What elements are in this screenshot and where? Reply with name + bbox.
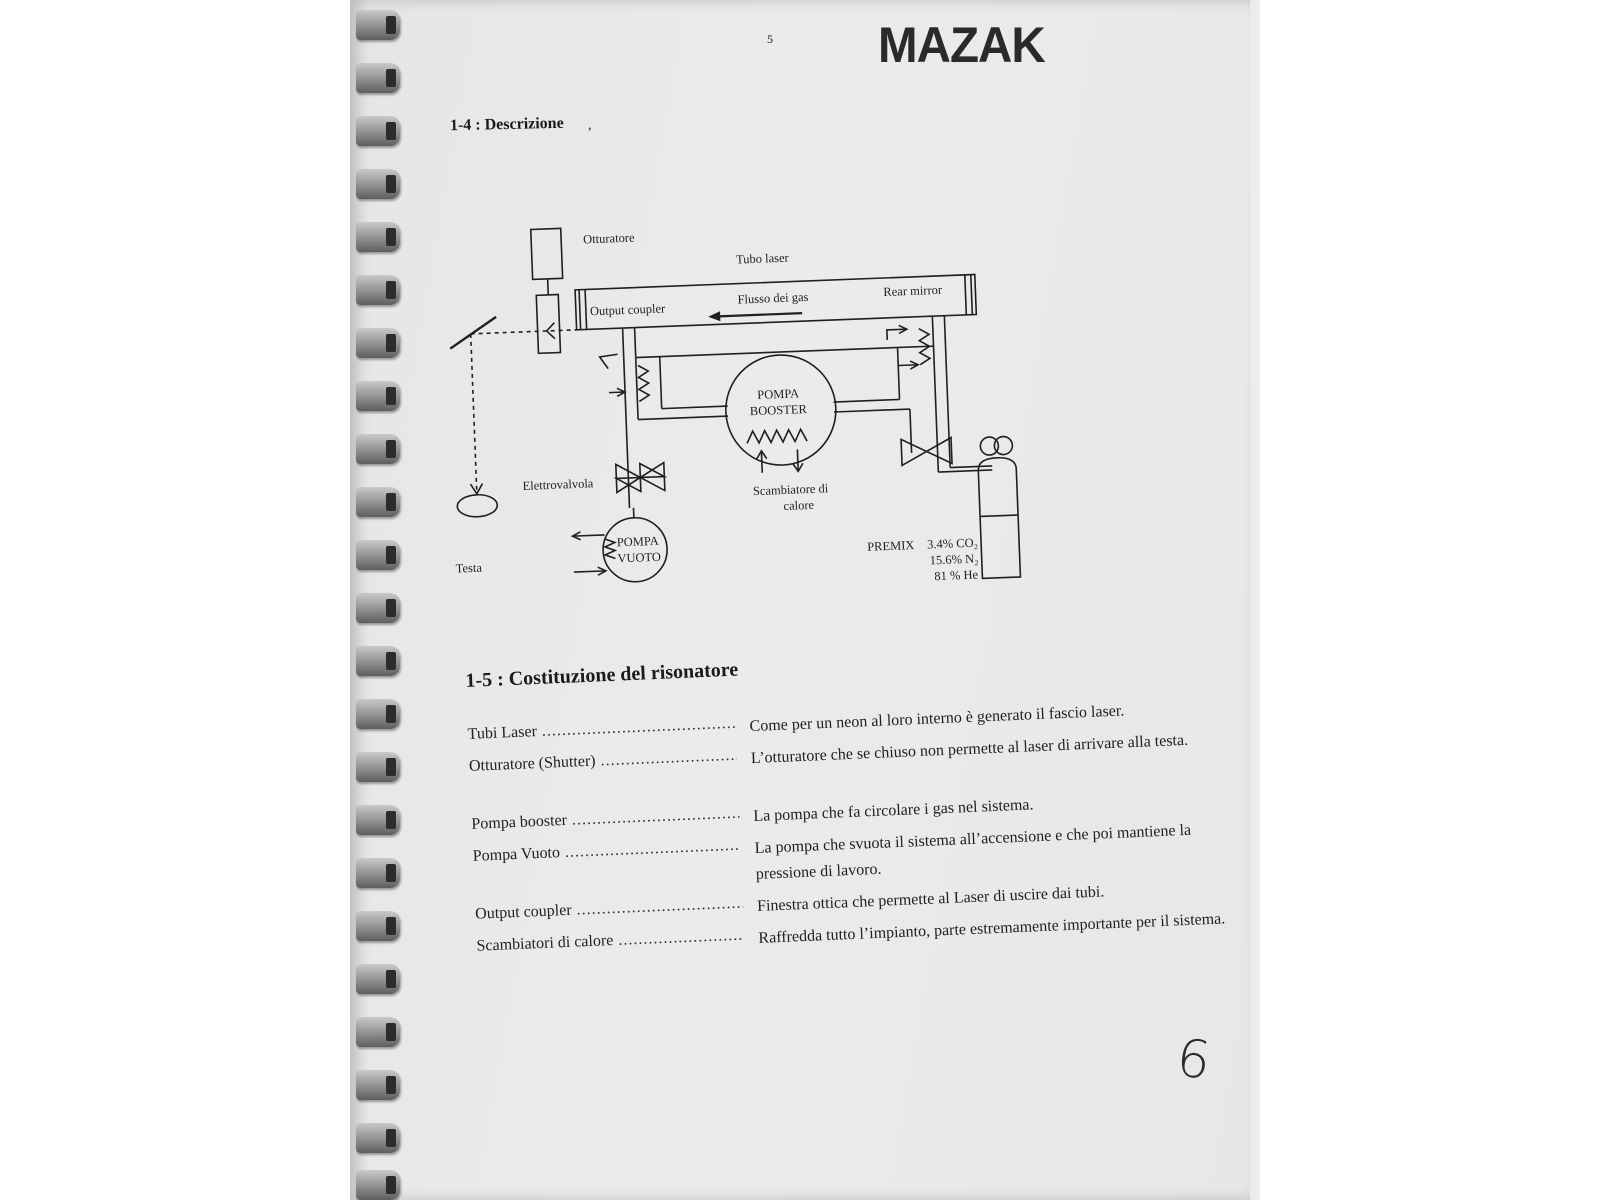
binding-ring (356, 858, 400, 888)
binding-ring (356, 540, 400, 570)
laser-beam (471, 330, 577, 334)
binding-ring (356, 275, 400, 305)
binding-ring (356, 487, 400, 517)
binding-spine (352, 0, 422, 1200)
page-number: 5 (767, 32, 773, 46)
binding-ring (356, 1170, 400, 1200)
term-pompa-vuoto: Pompa Vuoto ..... (472, 837, 741, 866)
section-5 (465, 638, 1238, 1000)
label-tubo-laser: Tubo laser (735, 250, 789, 267)
label-pompa-booster-2: BOOSTER (749, 402, 808, 419)
manual-page (350, 0, 1250, 1200)
desc-pompa-vuoto: La pompa che svuota il sistema all’accensione e che poi mantiene la pressione di lavoro. (754, 821, 1192, 883)
background-left (0, 0, 350, 1200)
gas-flow-arrow (712, 313, 802, 316)
label-scambiatore-1: Scambiatore di (752, 481, 829, 499)
label-premix: PREMIX (866, 538, 915, 554)
desc-pompa-booster: La pompa che fa circolare i gas nel sistema. (753, 796, 1034, 826)
label-testa: Testa (455, 560, 483, 576)
binding-ring (356, 911, 400, 941)
label-output-coupler: Output coupler (589, 301, 666, 319)
desc-tubi-laser: Come per un neon al loro interno è generato il fascio laser. (749, 702, 1125, 736)
label-otturatore: Otturatore (582, 230, 635, 247)
desc-otturatore: L’otturatore che se chiuso non permette al laser di arrivare alla testa. (750, 731, 1189, 768)
binding-ring (356, 1123, 400, 1153)
binding-ring (356, 381, 400, 411)
binding-ring (356, 593, 400, 623)
binding-ring (356, 1070, 400, 1100)
brand-logo: MAZAK (878, 17, 1045, 73)
resonator-diagram (450, 220, 1010, 610)
stray-mark: , (588, 118, 592, 133)
handwritten-page-number: 6 (1172, 1027, 1215, 1093)
desc-output-coupler: Finestra ottica che permette al Laser di uscire dai tubi. (756, 883, 1105, 915)
shutter-shape (531, 228, 563, 279)
binding-ring (356, 222, 400, 252)
head-shape (457, 494, 498, 518)
label-gas-n2: 15.6% N₂ (929, 551, 979, 568)
label-pompa-booster-1: POMPA (756, 386, 800, 402)
shutter-body-shape (536, 295, 560, 354)
label-scambiatore-2: calore (783, 497, 815, 514)
gas-valve-shape (901, 438, 952, 466)
label-gas-co2: 3.4% CO₂ (926, 535, 979, 552)
binding-ring (356, 63, 400, 93)
term-tubi-laser: Tubi Laser ..... (467, 715, 736, 744)
binding-ring (356, 328, 400, 358)
label-rear-mirror: Rear mirror (883, 282, 943, 300)
term-pompa-booster: Pompa booster ..... (471, 805, 740, 834)
section-4-heading: 1-4 : Descrizione (449, 114, 564, 135)
desc-scambiatori: Raffredda tutto l’impianto, parte estremamente importante per il sistema. (758, 910, 1226, 947)
background-right (1250, 0, 1600, 1200)
section-5-heading: 1-5 : Costituzione del risonatore (465, 658, 739, 692)
binding-ring (356, 752, 400, 782)
binding-ring (356, 434, 400, 464)
binding-ring (356, 964, 400, 994)
binding-ring (356, 10, 400, 40)
heat-exchanger-left (638, 365, 649, 401)
label-flusso-gas: Flusso dei gas (737, 289, 809, 307)
term-scambiatori: Scambiatori di calore ..... (476, 927, 745, 956)
binding-ring (356, 1017, 400, 1047)
binding-ring (356, 699, 400, 729)
label-pompa-vuoto-1: POMPA (616, 533, 659, 550)
binding-ring (356, 646, 400, 676)
binding-ring (356, 116, 400, 146)
label-gas-he: 81 % He (934, 567, 979, 584)
label-pompa-vuoto-2: VUOTO (617, 549, 662, 566)
term-output-coupler: Output coupler ..... (475, 895, 744, 924)
gas-cylinder-shape (978, 457, 1021, 578)
label-elettrovalvola: Elettrovalvola (522, 476, 594, 494)
binding-ring (356, 169, 400, 199)
term-otturatore: Otturatore (Shutter) ..... (469, 747, 738, 776)
binding-ring (356, 805, 400, 835)
